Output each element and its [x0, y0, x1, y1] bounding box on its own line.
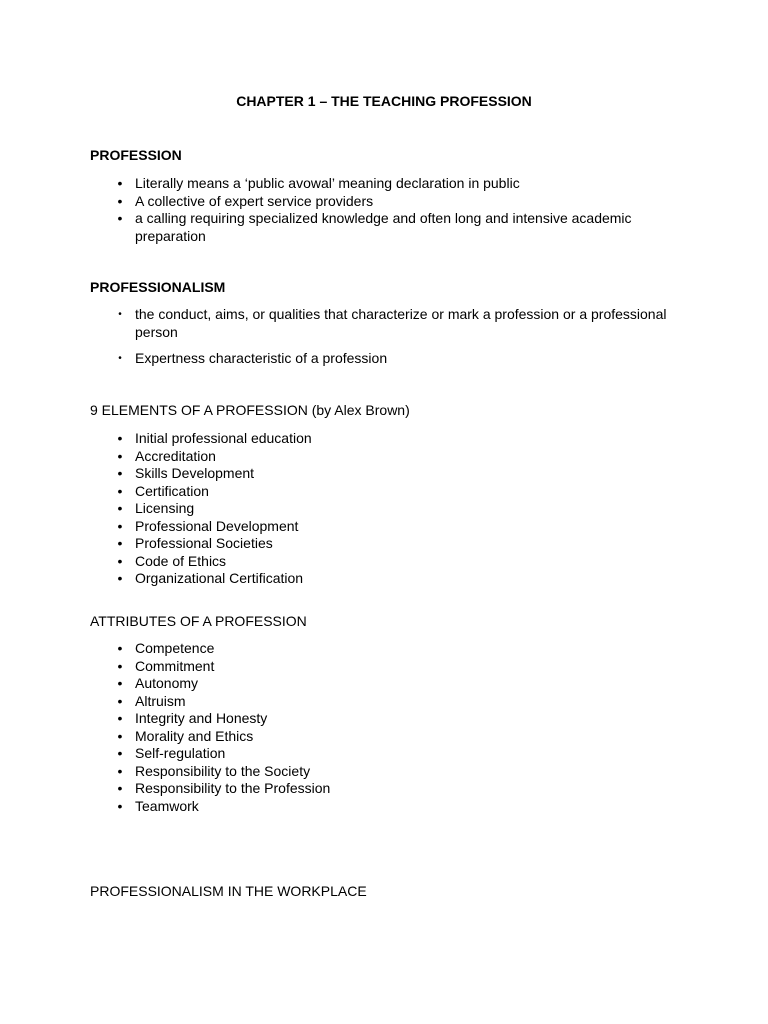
list-item-text: Self-regulation	[135, 745, 226, 761]
list-item-text: the conduct, aims, or qualities that characterize or mark a profession or a professional person	[135, 306, 667, 340]
list-item-text: Professional Societies	[135, 535, 273, 551]
section-heading-attributes: ATTRIBUTES OF A PROFESSION	[90, 613, 307, 629]
bullet-icon: •	[117, 447, 123, 464]
bullet-icon: •	[117, 482, 123, 499]
list-item	[90, 448, 680, 466]
bullet-icon: •	[117, 535, 123, 551]
bullet-icon: •	[117, 465, 123, 481]
list-item	[90, 675, 680, 693]
list-item-text: Altruism	[135, 692, 186, 709]
bullet-icon: •	[118, 309, 122, 320]
bullet-icon: •	[117, 727, 123, 744]
bullet-icon: •	[117, 640, 123, 656]
bullet-icon: •	[117, 780, 123, 796]
bullet-icon: •	[117, 175, 123, 191]
list-elements	[90, 430, 680, 588]
list-item	[90, 640, 680, 658]
list-item-text: Organizational Certification	[135, 570, 304, 586]
bullet-icon: •	[117, 430, 123, 446]
list-item	[90, 745, 680, 763]
bullet-icon: •	[117, 710, 123, 726]
bullet-icon: •	[117, 797, 123, 814]
list-item-text: Skills Development	[135, 465, 255, 481]
list-item-text: Code of Ethics	[135, 552, 227, 569]
list-item-text: Integrity and Honesty	[135, 710, 268, 726]
bullet-icon: •	[117, 762, 123, 779]
list-item-text: Competence	[135, 640, 215, 656]
list-item	[90, 710, 680, 728]
list-item	[90, 465, 680, 483]
list-item	[90, 798, 680, 816]
bullet-icon: •	[117, 675, 123, 691]
list-item-text: Professional Development	[135, 517, 299, 534]
page-title: CHAPTER 1 – THE TEACHING PROFESSION	[236, 93, 532, 109]
bullet-icon: •	[117, 657, 123, 674]
section-heading-professionalism: PROFESSIONALISM	[90, 279, 226, 295]
list-item	[90, 693, 680, 711]
list-item	[90, 728, 680, 746]
bullet-icon: •	[117, 210, 123, 226]
list-item	[90, 535, 680, 553]
bullet-icon: •	[117, 552, 123, 569]
list-item-text: a calling requiring specialized knowledge and often long and intensive academic preparation	[135, 210, 632, 244]
section-heading-profession: PROFESSION	[90, 147, 182, 163]
list-item-text: Expertness characteristic of a profession	[135, 350, 388, 366]
list-item-text: Initial professional education	[135, 430, 312, 446]
list-item	[90, 553, 680, 571]
list-item	[90, 500, 680, 518]
bullet-icon: •	[117, 192, 123, 209]
list-item	[90, 570, 680, 588]
list-item-text: Responsibility to the Society	[135, 762, 311, 779]
list-item	[90, 658, 680, 676]
list-item-text: Teamwork	[135, 797, 199, 814]
list-attributes	[90, 640, 680, 815]
list-item	[90, 780, 680, 798]
list-item-text: Commitment	[135, 657, 215, 674]
section-heading-elements: 9 ELEMENTS OF A PROFESSION (by Alex Brown)	[90, 402, 410, 418]
list-item	[90, 175, 680, 193]
bullet-icon: •	[117, 517, 123, 534]
list-item	[90, 306, 680, 341]
list-item	[90, 763, 680, 781]
bullet-icon: •	[117, 570, 123, 586]
list-item-text: Accreditation	[135, 447, 216, 464]
list-item	[90, 518, 680, 536]
list-item-text: Responsibility to the Profession	[135, 780, 331, 796]
list-item-text: Morality and Ethics	[135, 727, 254, 744]
list-professionalism	[90, 306, 680, 377]
list-item-text: A collective of expert service providers	[135, 192, 374, 209]
list-item-text: Certification	[135, 482, 209, 499]
list-item-text: Autonomy	[135, 675, 199, 691]
list-item-text: Licensing	[135, 500, 195, 516]
list-item	[90, 483, 680, 501]
bullet-icon: •	[117, 692, 123, 709]
list-item	[90, 210, 645, 245]
list-item	[90, 430, 680, 448]
bullet-icon: •	[117, 500, 123, 516]
list-profession	[90, 175, 680, 245]
bullet-icon: •	[117, 745, 123, 761]
section-heading-workplace: PROFESSIONALISM IN THE WORKPLACE	[90, 883, 367, 899]
list-item	[90, 193, 680, 211]
list-item-text: Literally means a ‘public avowal’ meaning declaration in public	[135, 175, 520, 191]
bullet-icon: •	[118, 353, 122, 364]
list-item	[90, 350, 680, 368]
